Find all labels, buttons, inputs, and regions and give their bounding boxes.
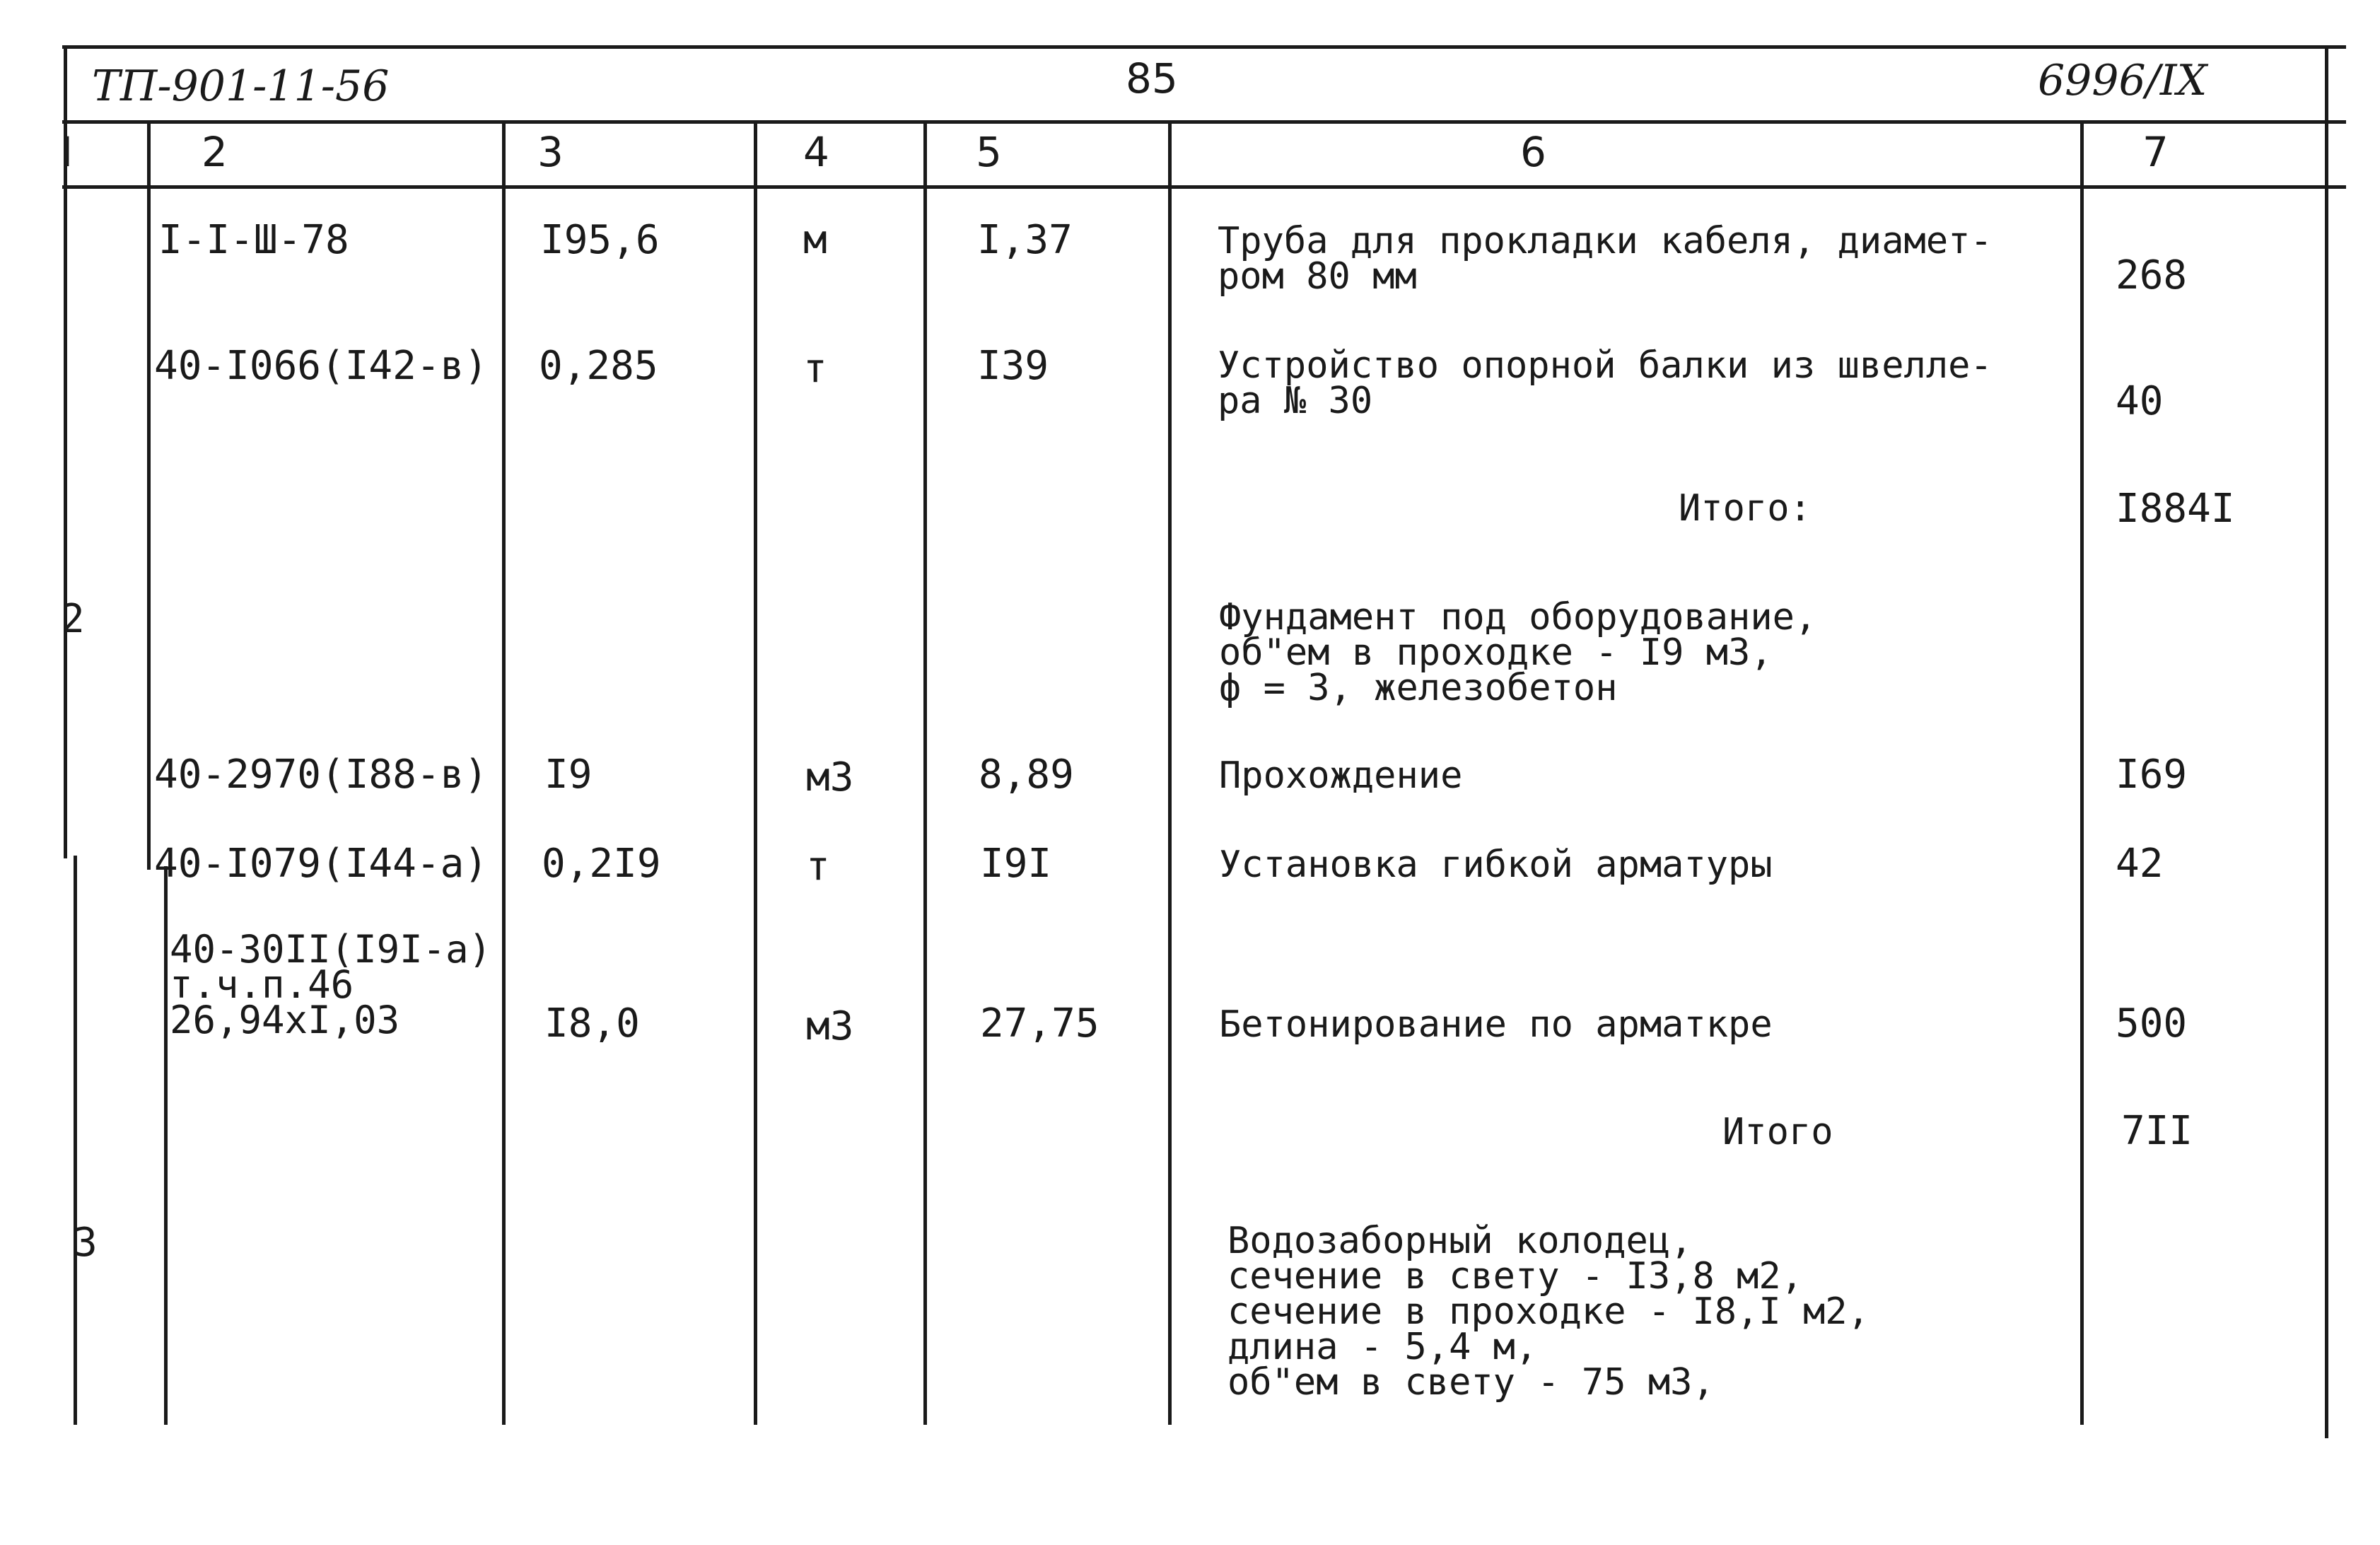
table-row-price: I9I <box>980 841 1052 887</box>
table-row-price: 27,75 <box>980 1001 1099 1046</box>
column-line-3 <box>502 120 506 1425</box>
table-row-code: I-I-Ш-78 <box>158 217 349 263</box>
table-row-qty: 0,2I9 <box>542 841 661 887</box>
table-row-total: 500 <box>2116 1001 2188 1046</box>
column-header-3: 3 <box>537 128 564 176</box>
column-header-divider-line <box>62 185 2346 189</box>
table-row-total: 40 <box>2116 378 2164 424</box>
column-header-7: 7 <box>2142 128 2169 176</box>
inventory-number: 6996/IX <box>2038 56 2207 105</box>
column-header-4: 4 <box>803 128 829 176</box>
column-line-4 <box>754 120 757 1425</box>
subtotal-label: Итого: <box>1679 487 1812 530</box>
column-line-2 <box>147 120 151 870</box>
table-row-description: Устройство опорной балки из швелле- ра № 30 <box>1218 344 1993 422</box>
table-row-description: Труба для прокладки кабеля, диамет- ром 80 мм <box>1218 220 1993 298</box>
table-row-code: 40-I079(I44-а) <box>154 841 489 887</box>
table-row-price: I,37 <box>977 217 1073 263</box>
column-header-5: 5 <box>976 128 1002 176</box>
section-description: Водозаборный колодец, сечение в свету - I3,8 м2, сечение в проходке - I8,I м2, длина - 5,4 м, об"ем в свету - 75 м3, <box>1227 1220 1869 1404</box>
table-row-total: 268 <box>2116 252 2188 298</box>
table-row-unit: т <box>806 844 830 890</box>
table-row-qty: I95,6 <box>540 217 660 263</box>
column-header-2: 2 <box>202 128 228 176</box>
column-line-5 <box>923 120 927 1425</box>
section-number: 2 <box>61 596 85 642</box>
table-row-unit: т <box>803 346 827 392</box>
table-row-total: I69 <box>2116 752 2188 798</box>
column-line-7 <box>2080 120 2084 1425</box>
table-row-unit: м3 <box>806 754 854 800</box>
table-row-price: I39 <box>977 343 1049 389</box>
subtotal-value: 7II <box>2121 1108 2193 1154</box>
table-row-total: 42 <box>2116 841 2164 887</box>
section-description: Фундамент под оборудование, об"ем в проходке - I9 м3, ф = 3, железобетон <box>1219 596 1817 709</box>
table-row-description: Бетонирование по арматкре <box>1219 1003 1773 1046</box>
table-row-unit: м3 <box>806 1003 854 1049</box>
table-row-unit: м <box>803 217 827 263</box>
table-row-description: Прохождение <box>1219 754 1463 797</box>
column-header-1: I <box>61 128 74 176</box>
table-row-code: 40-30II(I9I-а) т.ч.п.46 26,94хI,03 <box>170 927 492 1042</box>
page-number: 85 <box>1126 54 1178 103</box>
frame-right-line <box>2325 45 2328 1438</box>
column-line-6 <box>1168 120 1172 1425</box>
table-row-code: 40-2970(I88-в) <box>154 752 489 798</box>
table-row-code: 40-I066(I42-в) <box>154 343 489 389</box>
frame-left-line-lower <box>74 856 77 1425</box>
table-row-qty: I9 <box>544 752 593 798</box>
doc-code: ТП-901-11-56 <box>92 62 390 111</box>
column-line-2-lower <box>164 866 168 1425</box>
table-row-qty: 0,285 <box>539 343 658 389</box>
section-number: 3 <box>74 1220 98 1266</box>
column-header-6: 6 <box>1520 128 1546 176</box>
table-row-qty: I8,0 <box>544 1001 640 1046</box>
table-row-price: 8,89 <box>979 752 1074 798</box>
table-row-description: Установка гибкой арматуры <box>1219 844 1773 886</box>
subtotal-label: Итого <box>1722 1111 1833 1153</box>
frame-top-line <box>62 45 2346 49</box>
header-divider-line <box>62 120 2346 124</box>
subtotal-value: I884I <box>2116 486 2235 532</box>
